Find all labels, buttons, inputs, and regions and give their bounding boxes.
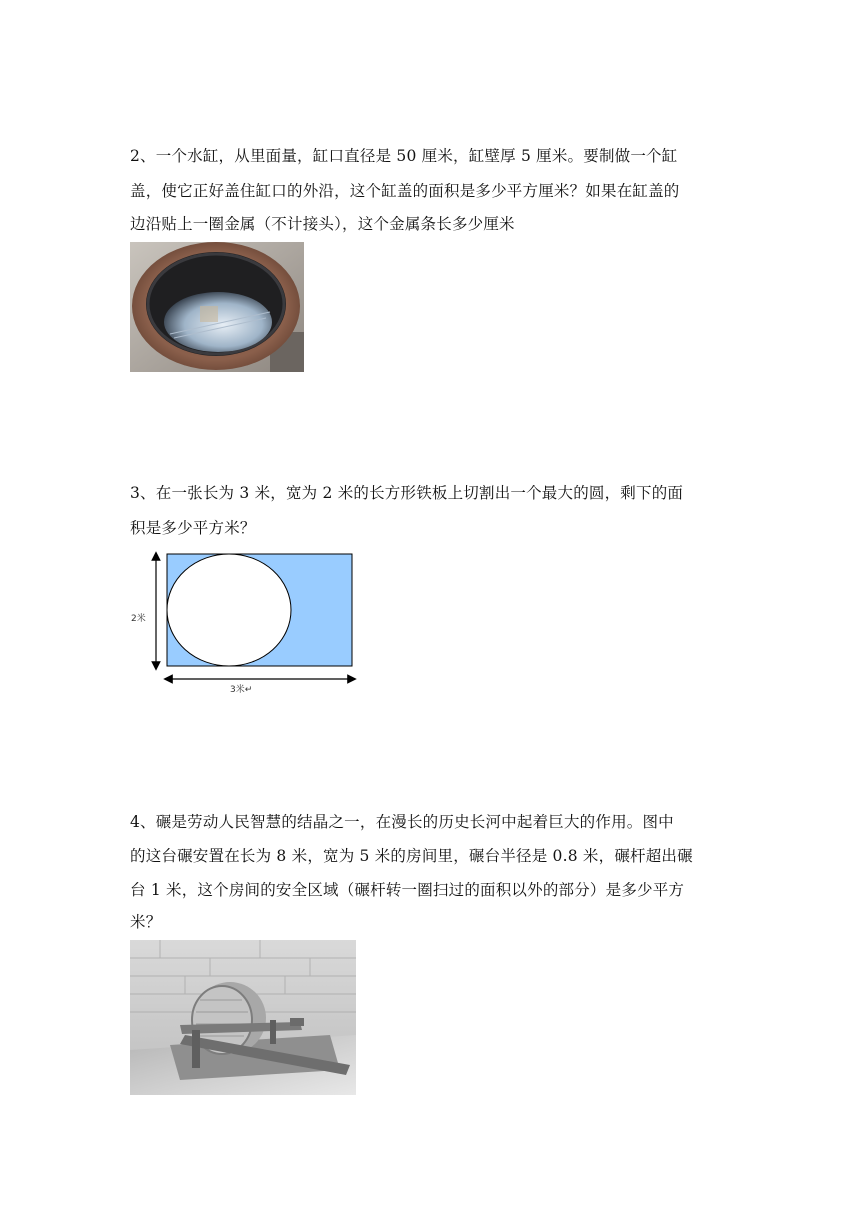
stone-mill-photo (130, 940, 356, 1095)
water-vat-image (130, 242, 304, 372)
height-label: 2米 (131, 614, 146, 624)
question-4-line-1: 4、碾是劳动人民智慧的结晶之一，在漫长的历史长河中起着巨大的作用。图中 (130, 813, 674, 831)
water-vat-photo (130, 242, 304, 372)
question-2-line-3: 边沿贴上一圈金属（不计接头），这个金属条长多少厘米 (130, 215, 515, 233)
question-4-line-2: 的这台碾安置在长为 8 米，宽为 5 米的房间里，碾台半径是 0.8 米，碾杆超出碾 (130, 847, 693, 865)
rectangle-circle-figure (128, 548, 360, 694)
question-4-line-3: 台 1 米，这个房间的安全区域（碾杆转一圈扫过的面积以外的部分）是多少平方 (130, 881, 685, 899)
rectangle-circle-diagram (128, 548, 360, 694)
question-2-line-1: 2、一个水缸，从里面量，缸口直径是 50 厘米，缸壁厚 5 厘米。要制做一个缸 (130, 147, 678, 165)
stone-mill-image (130, 940, 356, 1095)
question-4-line-4: 米？ (130, 913, 162, 931)
largest-circle (167, 554, 291, 666)
width-label: 3米↵ (230, 685, 253, 695)
question-3-line-1: 3、在一张长为 3 米，宽为 2 米的长方形铁板上切割出一个最大的圆，剩下的面 (130, 484, 684, 502)
question-2-line-2: 盖，使它正好盖住缸口的外沿，这个缸盖的面积是多少平方厘米？如果在缸盖的 (130, 182, 680, 200)
question-3-line-2: 积是多少平方米？ (130, 519, 256, 537)
